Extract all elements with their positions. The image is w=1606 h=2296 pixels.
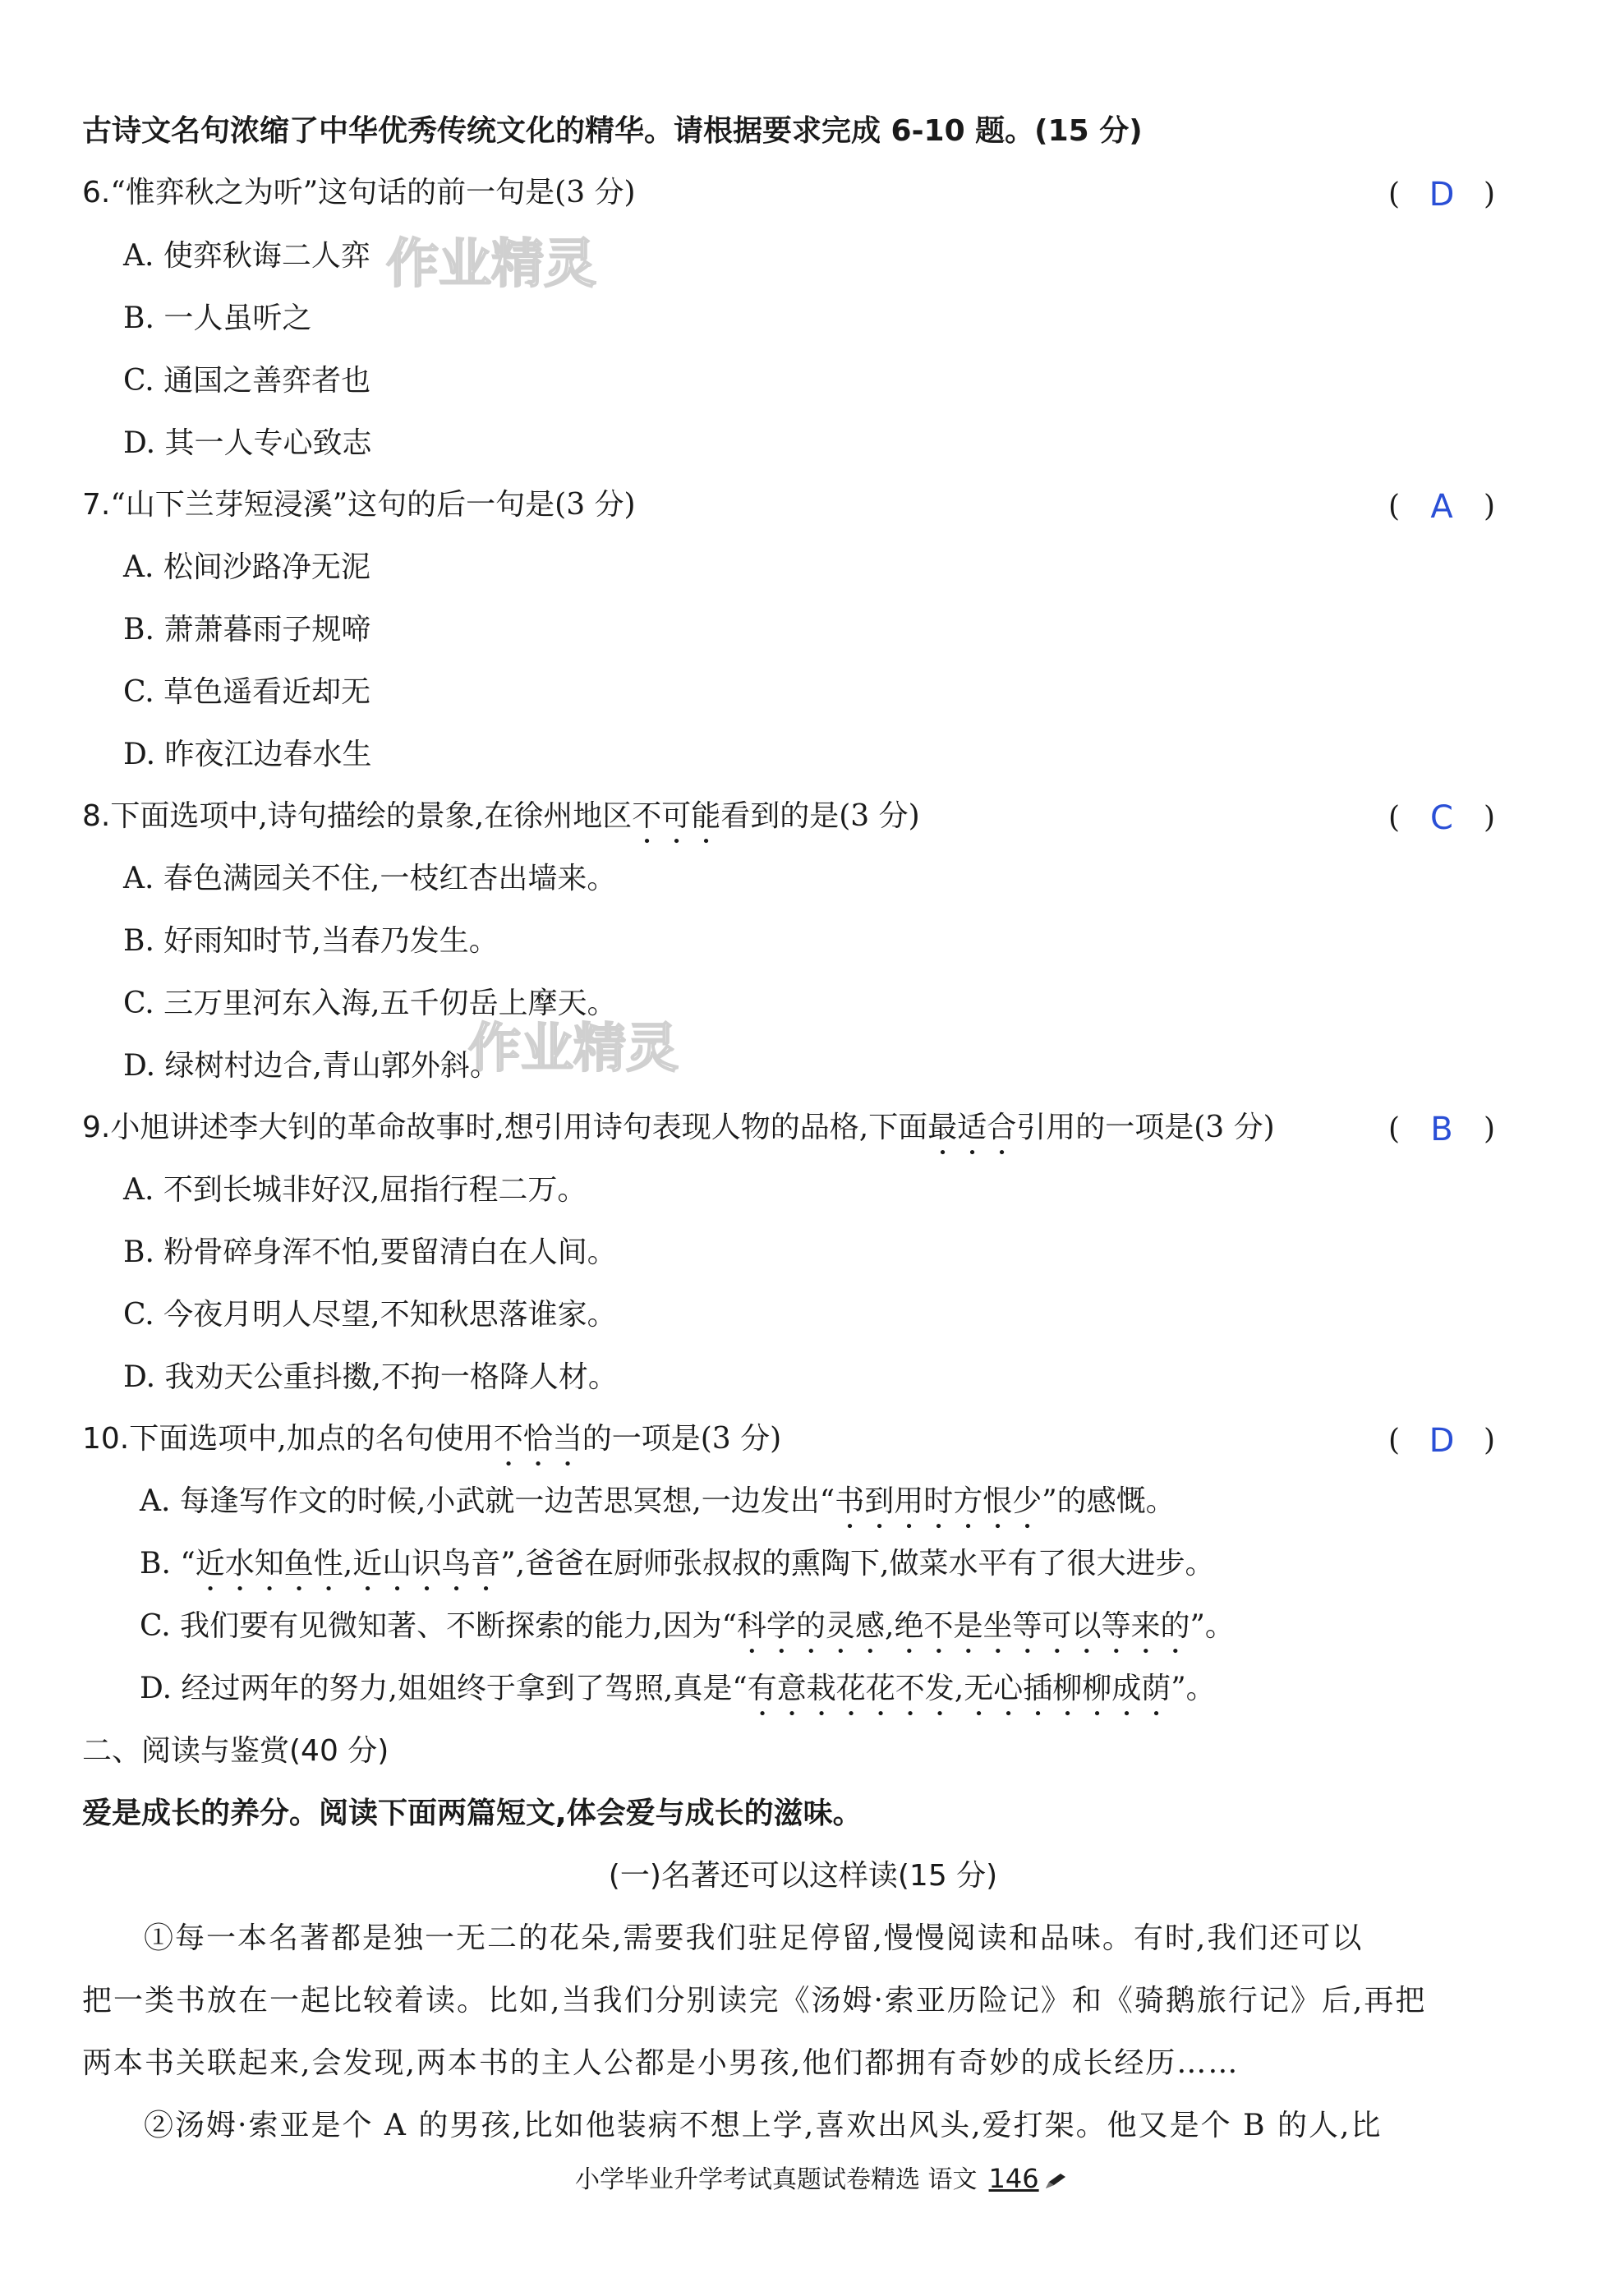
watermark-logo: 作业精灵 <box>386 234 596 295</box>
emphasis-text: 不恰当 <box>493 1422 582 1456</box>
q8-option-c: C. 三万里河东入海,五千仞岳上摩天。 <box>123 987 617 1020</box>
passage-title: (一)名著还可以这样读(15 分) <box>608 1859 998 1893</box>
emphasis-quote: 近水知鱼性,近山识鸟音 <box>195 1547 501 1581</box>
question-number: 6. <box>82 176 111 209</box>
q9-option-c: C. 今夜月明人尽望,不知秋思落谁家。 <box>123 1298 617 1332</box>
question-text-post: 引用的一项是(3 分) <box>1016 1111 1275 1144</box>
q9-option-a: A. 不到长城非好汉,屈指行程二万。 <box>123 1173 587 1207</box>
option-text: ”。 <box>1171 1672 1216 1705</box>
answer-letter: D <box>1429 1422 1455 1460</box>
q8-option-d: D. 绿树村边合,青山郭外斜。 <box>123 1049 499 1083</box>
q8-option-b: B. 好雨知时节,当春乃发生。 <box>123 924 499 958</box>
q7-option-b: B. 萧萧暮雨子规啼 <box>123 613 371 646</box>
option-text: C. 我们要有见微知著、不断探索的能力,因为“ <box>140 1609 737 1643</box>
passage-line: ①每一本名著都是独一无二的花朵,需要我们驻足停留,慢慢阅读和品味。有时,我们还可以 <box>144 1921 1364 1955</box>
emphasis-quote: 书到用时方恨少 <box>835 1484 1042 1518</box>
question-10-stem <box>82 1419 781 1473</box>
q6-option-d: D. 其一人专心致志 <box>123 426 372 460</box>
question-9-answer: ( B ) <box>1388 1111 1495 1148</box>
q6-option-b: B. 一人虽听之 <box>123 301 312 335</box>
question-number: 9. <box>82 1111 111 1144</box>
question-text-pre: 下面选项中,诗句描绘的景象,在徐州地区 <box>110 799 633 833</box>
emphasis-quote: 科学的灵感,绝不是坐等可以等来的 <box>737 1609 1190 1643</box>
q9-option-d: D. 我劝天公重抖擞,不拘一格降人材。 <box>123 1360 618 1394</box>
option-text: ”的感慨。 <box>1042 1484 1176 1518</box>
emphasis-text: 不可能 <box>632 799 721 833</box>
question-text: “惟弈秋之为听”这句话的前一句是(3 分) <box>110 176 636 209</box>
answer-letter: C <box>1430 799 1453 837</box>
q10-option-d <box>140 1668 1216 1723</box>
answer-letter: A <box>1430 488 1453 526</box>
question-9-stem <box>82 1107 1275 1162</box>
question-10-answer: ( D ) <box>1388 1422 1495 1460</box>
q7-option-a: A. 松间沙路净无泥 <box>123 550 370 584</box>
question-6-answer: ( D ) <box>1388 176 1495 214</box>
q6-option-c: C. 通国之善弈者也 <box>123 364 371 398</box>
footer-title: 小学毕业升学考试真题试卷精选 语文 <box>575 2165 978 2194</box>
option-text: A. 每逢写作文的时候,小武就一边苦思冥想,一边发出“ <box>140 1484 835 1518</box>
section-intro: 爱是成长的养分。阅读下面两篇短文,体会爱与成长的滋味。 <box>82 1797 863 1830</box>
q10-option-a <box>140 1481 1176 1535</box>
question-number: 8. <box>82 799 111 833</box>
question-8-answer: ( C ) <box>1388 799 1495 837</box>
question-number: 10. <box>82 1422 130 1456</box>
section-heading: 二、阅读与鉴赏(40 分) <box>82 1734 389 1768</box>
answer-letter: D <box>1429 176 1455 214</box>
question-8-stem <box>82 796 920 850</box>
question-text-post: 的一项是(3 分) <box>582 1422 782 1456</box>
q6-option-a: A. 使弈秋诲二人弈 <box>123 239 370 273</box>
question-text: “山下兰芽短浸溪”这句的后一句是(3 分) <box>110 488 636 522</box>
question-6-stem <box>82 173 636 214</box>
q7-option-d: D. 昨夜江边春水生 <box>123 738 372 771</box>
emphasis-text: 最适合 <box>927 1111 1017 1144</box>
passage-line: 两本书关联起来,会发现,两本书的主人公都是小男孩,他们都拥有奇妙的成长经历…… <box>82 2046 1240 2080</box>
q10-option-b <box>140 1544 1215 1598</box>
option-text: ”,爸爸在厨师张叔叔的熏陶下,做菜水平有了很大进步。 <box>500 1547 1215 1581</box>
answer-letter: B <box>1430 1111 1453 1148</box>
passage-line: ②汤姆·索亚是个 A 的男孩,比如他装病不想上学,喜欢出风头,爱打架。他又是个 B 的人,比 <box>144 2109 1383 2142</box>
passage-line: 把一类书放在一起比较着读。比如,当我们分别读完《汤姆·索亚历险记》和《骑鹅旅行记》后,再把 <box>82 1984 1427 2018</box>
pencil-icon <box>1044 2172 1067 2190</box>
q8-option-a: A. 春色满园关不住,一枝红杏出墙来。 <box>123 862 617 895</box>
question-text-pre: 下面选项中,加点的名句使用 <box>129 1422 494 1456</box>
question-text-post: 看到的是(3 分) <box>720 799 920 833</box>
question-number: 7. <box>82 488 111 522</box>
instructions-intro: 古诗文名句浓缩了中华优秀传统文化的精华。请根据要求完成 6-10 题。(15 分) <box>82 114 1143 148</box>
q10-option-c <box>140 1606 1235 1660</box>
question-7-answer: ( A ) <box>1388 488 1495 526</box>
page-footer <box>575 2160 1067 2198</box>
emphasis-quote: 有意栽花花不发,无心插柳柳成荫 <box>747 1672 1171 1705</box>
q9-option-b: B. 粉骨碎身浑不怕,要留清白在人间。 <box>123 1235 617 1269</box>
q7-option-c: C. 草色遥看近却无 <box>123 675 371 709</box>
watermark-logo: 作业精灵 <box>468 1019 679 1079</box>
question-7-stem <box>82 485 636 526</box>
option-text: B. “ <box>140 1547 196 1581</box>
question-text-pre: 小旭讲述李大钊的革命故事时,想引用诗句表现人物的品格,下面 <box>110 1111 928 1144</box>
option-text: ”。 <box>1190 1609 1235 1643</box>
option-text: D. 经过两年的努力,姐姐终于拿到了驾照,真是“ <box>140 1672 748 1705</box>
page-number: 146 <box>988 2163 1039 2194</box>
